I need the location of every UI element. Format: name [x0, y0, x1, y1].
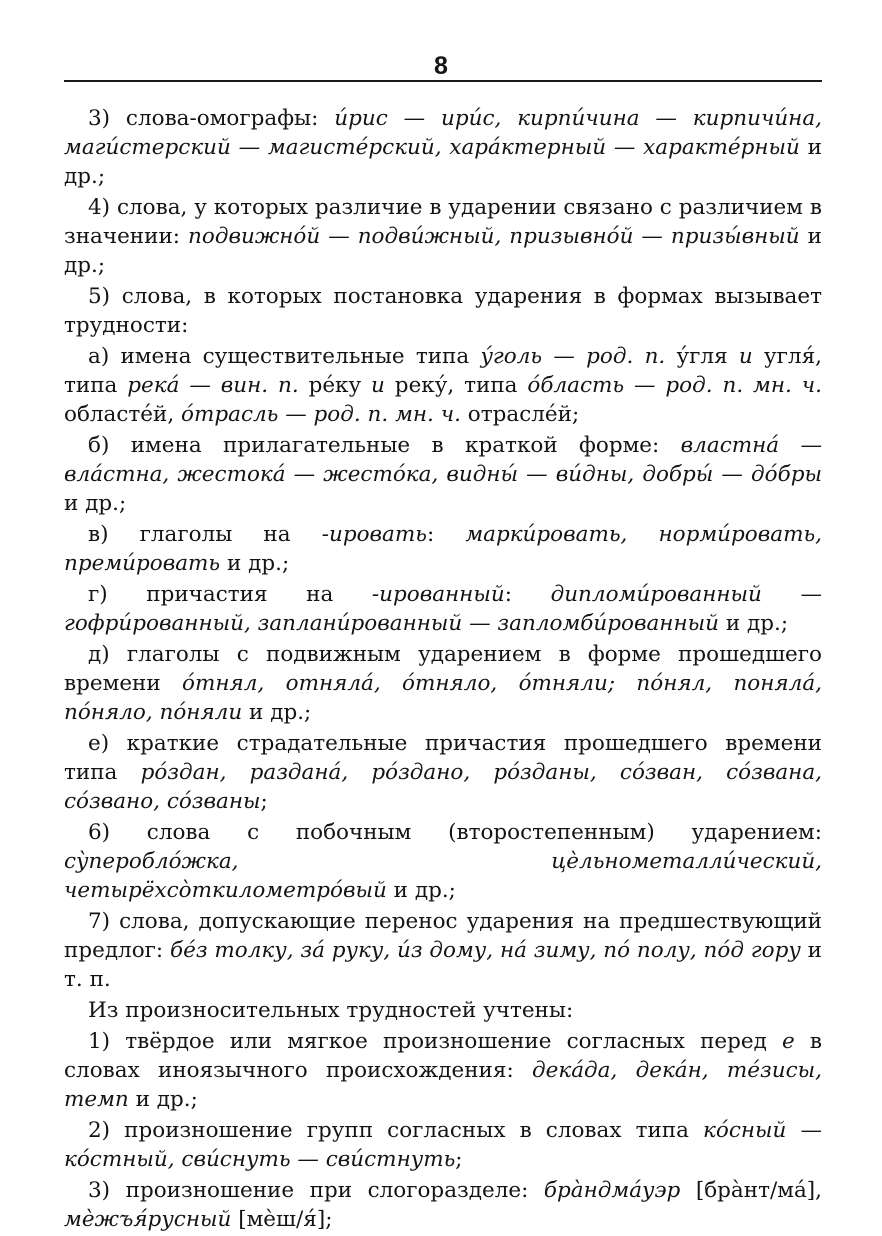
paragraph — [64, 818, 822, 905]
italic-text: бе́з толку, за́ руку, и́з дому, на́ зиму, по́ полу, по́д гору — [170, 938, 801, 963]
italic-text: о́бласть — род. п. мн. ч. — [527, 373, 822, 398]
text-run: угля́, типа — [64, 344, 822, 398]
italic-text: е — [782, 1029, 795, 1054]
text-run: Из произносительных трудностей учтены: — [88, 998, 574, 1023]
paragraph — [64, 342, 822, 429]
text-run: : — [504, 582, 551, 607]
italic-text: и́рис — ири́с, кирпи́чина — кирпичи́на, маги́стерский — магисте́рский, хара́ктерный — характе́рный — [64, 106, 822, 160]
text-run: реку́, типа — [384, 373, 528, 398]
paragraph — [64, 996, 822, 1025]
text-run: 6) слова с побочным (второстепенным) ударением: — [88, 820, 822, 845]
text-run: и др.; — [718, 611, 789, 636]
text-run: отрасле́й; — [460, 402, 580, 427]
paragraph — [64, 431, 822, 518]
text-run: и др.; — [128, 1087, 198, 1112]
paragraph — [64, 1027, 822, 1114]
italic-text: река́ — вин. п. — [127, 373, 299, 398]
paragraph — [64, 282, 822, 340]
text-run: в словах иноязычного происхождения: — [64, 1029, 822, 1083]
text-run: : — [426, 522, 466, 547]
italic-text: мѐжъя́русный — [64, 1207, 232, 1232]
italic-text: су̀перобло́жка, цѐльнометалли́ческий, четырёхсо̀ткилометро́вый — [64, 849, 822, 903]
text-run: 2) произношение групп согласных в словах типа — [88, 1118, 704, 1143]
text-run: [мѐш/я́]; — [231, 1207, 333, 1232]
text-run: у́гля — [665, 344, 739, 369]
text-run: 1) твёрдое или мягкое произношение согласных перед — [88, 1029, 782, 1054]
text-run: и др.; — [64, 491, 127, 516]
paragraph — [64, 907, 822, 994]
text-run: б) имена прилагательные в краткой форме: — [88, 433, 681, 458]
italic-text: подвижно́й — подви́жный, призывно́й — призы́вный — [188, 224, 800, 249]
text-run: ; — [260, 789, 268, 814]
paragraph — [64, 640, 822, 727]
text-run: 4) слова, у которых различие в ударении связано с различием в значении: — [64, 195, 822, 249]
italic-text: и — [738, 344, 753, 369]
paragraph — [64, 104, 822, 191]
text-run: г) причастия на — [88, 582, 372, 607]
text-run: 3) слова-омографы: — [88, 106, 335, 131]
paragraph — [64, 193, 822, 280]
text-run: 7) слова, допускающие перенос ударения на предшествующий предлог: — [64, 909, 822, 963]
text-run: в) глаголы на — [88, 522, 322, 547]
text-run: е) краткие страдательные причастия прошедшего времени типа — [64, 731, 822, 785]
italic-text: дипломи́рованный — гофри́рованный, заплани́рованный — запломби́рованный — [64, 582, 823, 636]
text-run: и др.; — [242, 700, 312, 725]
paragraph — [64, 729, 822, 816]
text-run: областе́й, — [64, 402, 182, 427]
italic-text: ро́здан, раздана́, ро́здано, ро́зданы, со́зван, со́звана, со́звано, со́званы — [64, 760, 822, 814]
text-run: 3) произношение при слогоразделе: — [88, 1178, 544, 1203]
italic-text: о́трасль — род. п. мн. ч. — [181, 402, 461, 427]
text-run: и др.; — [64, 135, 822, 189]
text-run: и др.; — [64, 224, 822, 278]
italic-text: властна́ — вла́стна, жестока́ — жесто́ка, видны́ — ви́дны, добры́ — до́бры — [64, 433, 822, 487]
text-run: 5) слова, в которых постановка ударения в формах вызывает трудности: — [64, 284, 822, 338]
paragraph — [64, 580, 822, 638]
page-number: 8 — [434, 52, 448, 80]
text-run: и др.; — [386, 878, 456, 903]
paragraph — [64, 1176, 822, 1234]
text-run: [бра̀нт/ма́], — [680, 1178, 822, 1203]
italic-text: ко́сный — ко́стный, сви́снуть — сви́стнуть — [64, 1118, 822, 1172]
header-rule — [64, 80, 822, 82]
italic-text: дека́да, дека́н, те́зисы, темп — [64, 1058, 822, 1112]
text-run: а) имена существительные типа — [88, 344, 481, 369]
italic-text: о́тнял, отняла́, о́тняло, о́тняли; по́нял, поняла́, по́няло, по́няли — [64, 671, 822, 725]
italic-text: -ировать — [321, 522, 427, 547]
text-run: ; — [455, 1147, 463, 1172]
italic-text: бра̀ндма́уэр — [543, 1178, 681, 1203]
text-run: и т. п. — [64, 938, 823, 992]
italic-text: марки́ровать, норми́ровать, преми́ровать — [64, 522, 822, 576]
text-run: д) глаголы с подвижным ударением в форме прошедшего времени — [64, 642, 822, 696]
italic-text: у́голь — род. п. — [480, 344, 666, 369]
paragraph — [64, 520, 822, 578]
italic-text: -ированный — [371, 582, 505, 607]
text-run: и др.; — [220, 551, 290, 576]
text-run: ре́ку — [298, 373, 372, 398]
paragraph — [64, 1116, 822, 1174]
italic-text: и — [371, 373, 385, 398]
body-text — [64, 104, 822, 1236]
